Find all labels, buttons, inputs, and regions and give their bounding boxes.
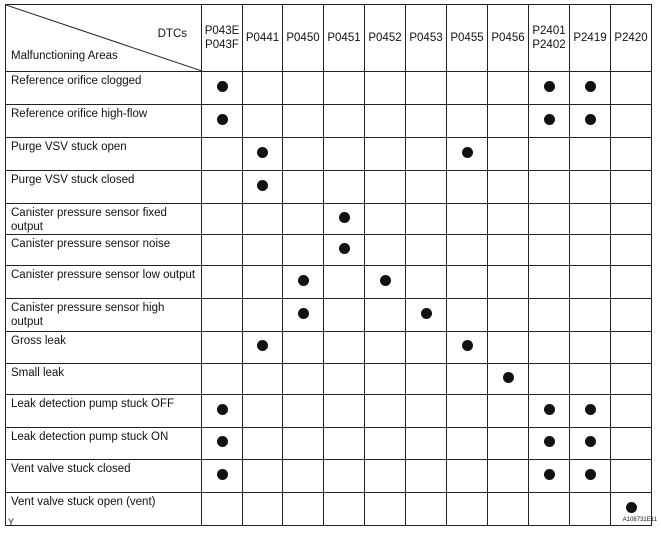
dtc-mark-cell [529,72,570,105]
dtc-mark-cell [324,72,365,105]
dtc-mark-cell [447,204,488,235]
table-row [6,204,652,235]
dtc-column-header [243,5,283,72]
dtc-mark-cell [570,428,611,460]
dtc-code: P2402 [532,39,566,51]
filled-circle-icon [462,340,473,351]
dtc-mark-cell [202,299,243,332]
dtc-mark-cell [406,204,447,235]
dtc-mark-cell [283,299,324,332]
malfunction-area-cell: Reference orifice high-flow [6,105,202,138]
dtc-mark-cell [202,105,243,138]
malfunction-area-cell: Canister pressure sensor low output [6,266,202,299]
dtc-mark-cell [488,364,529,395]
dtc-mark-cell [529,105,570,138]
dtc-mark-cell [324,138,365,171]
table-row [6,235,652,266]
dtc-mark-cell [529,493,570,526]
dtc-mark-cell [488,138,529,171]
filled-circle-icon [257,147,268,158]
dtc-mark-cell [570,364,611,395]
dtc-mark-cell [529,171,570,204]
filled-circle-icon [585,469,596,480]
dtc-mark-cell [324,428,365,460]
dtc-mark-cell [488,460,529,493]
header-row [6,5,652,72]
dtc-mark-cell [406,138,447,171]
dtc-code: P0450 [286,32,320,44]
dtc-mark-cell [570,171,611,204]
malfunctioning-areas-label: Malfunctioning Areas [11,50,118,62]
dtc-mark-cell [324,171,365,204]
dtc-mark-cell [365,204,406,235]
table-row [6,266,652,299]
dtc-mark-cell [529,460,570,493]
dtc-column-header [529,5,570,72]
dtc-mark-cell [406,332,447,364]
dtc-mark-cell [611,395,652,428]
dtc-mark-cell [488,235,529,266]
dtc-mark-cell [202,266,243,299]
dtc-mark-cell [406,364,447,395]
dtc-mark-cell [406,105,447,138]
dtc-mark-cell [283,171,324,204]
dtc-mark-cell [283,460,324,493]
dtc-mark-cell [365,395,406,428]
dtc-mark-cell [324,235,365,266]
dtc-mark-cell [488,171,529,204]
dtc-column-header [283,5,324,72]
dtc-mark-cell [283,364,324,395]
dtc-mark-cell [283,204,324,235]
dtc-mark-cell [283,428,324,460]
dtc-mark-cell [324,364,365,395]
dtc-mark-cell [365,364,406,395]
filled-circle-icon [217,404,228,415]
dtc-mark-cell [570,299,611,332]
dtc-column-header [447,5,488,72]
table-row [6,332,652,364]
dtc-mark-cell [365,72,406,105]
dtc-mark-cell [529,266,570,299]
dtc-mark-cell [570,204,611,235]
dtc-mark-cell [488,72,529,105]
table-row [6,138,652,171]
dtc-code: P0441 [245,32,280,44]
dtc-mark-cell [324,299,365,332]
dtc-column-header [570,5,611,72]
dtc-mark-cell [202,395,243,428]
filled-circle-icon [339,212,350,223]
dtc-mark-cell [570,105,611,138]
dtc-mark-cell [243,364,283,395]
table-row [6,460,652,493]
dtc-mark-cell [283,493,324,526]
dtc-mark-cell [243,204,283,235]
dtc-mark-cell [611,171,652,204]
dtc-mark-cell [202,235,243,266]
dtc-mark-cell [570,460,611,493]
dtc-mark-cell [488,105,529,138]
filled-circle-icon [421,308,432,319]
dtc-mark-cell [406,460,447,493]
dtc-mark-cell [406,299,447,332]
dtc-mark-cell [283,266,324,299]
filled-circle-icon [585,81,596,92]
table-body [6,72,652,526]
dtc-mark-cell [243,460,283,493]
filled-circle-icon [217,81,228,92]
table-corner-header [6,5,202,72]
dtc-mark-cell [570,493,611,526]
table-row [6,493,652,526]
dtc-mark-cell [529,395,570,428]
filled-circle-icon [544,81,555,92]
dtc-mark-cell [611,72,652,105]
dtc-mark-cell [529,235,570,266]
dtc-mark-cell [570,235,611,266]
dtc-column-header [611,5,652,72]
dtc-mark-cell [611,460,652,493]
filled-circle-icon [544,436,555,447]
dtc-mark-cell [243,332,283,364]
dtc-mark-cell [202,493,243,526]
filled-circle-icon [217,114,228,125]
dtc-mark-cell [488,493,529,526]
dtc-mark-cell [365,138,406,171]
dtc-mark-cell [365,235,406,266]
filled-circle-icon [544,114,555,125]
dtc-mark-cell [447,395,488,428]
table-row [6,428,652,460]
dtc-mark-cell [447,171,488,204]
dtc-mark-cell [447,493,488,526]
dtc-mark-cell [488,332,529,364]
dtc-mark-cell [283,332,324,364]
filled-circle-icon [544,404,555,415]
dtc-mark-cell [365,428,406,460]
dtc-mark-cell [447,266,488,299]
dtc-mark-cell [202,138,243,171]
dtc-mark-cell [529,204,570,235]
dtc-mark-cell [570,266,611,299]
dtc-matrix-table [5,4,652,526]
dtc-mark-cell [202,332,243,364]
dtc-mark-cell [611,364,652,395]
dtc-mark-cell [202,171,243,204]
figure-mark: Y [8,517,15,527]
dtc-code: P0455 [450,32,484,44]
filled-circle-icon [585,436,596,447]
filled-circle-icon [217,469,228,480]
dtc-mark-cell [243,299,283,332]
malfunction-area-cell: Purge VSV stuck closed [6,171,202,204]
dtc-column-header [488,5,529,72]
malfunction-area-cell: Leak detection pump stuck OFF [6,395,202,428]
dtc-mark-cell [243,395,283,428]
dtc-mark-cell [324,493,365,526]
malfunction-area-cell: Canister pressure sensor fixed output [6,204,202,235]
dtc-mark-cell [365,299,406,332]
figure-id: A108731E11 [622,517,657,523]
filled-circle-icon [626,502,637,513]
dtc-code: P0456 [491,32,525,44]
dtc-mark-cell [570,72,611,105]
dtc-mark-cell [324,105,365,138]
dtc-mark-cell [365,493,406,526]
malfunction-area-cell: Canister pressure sensor high output [6,299,202,332]
dtc-mark-cell [365,460,406,493]
dtc-mark-cell [243,105,283,138]
dtc-mark-cell [529,364,570,395]
dtc-mark-cell [324,204,365,235]
dtc-mark-cell [488,428,529,460]
dtc-mark-cell [447,235,488,266]
filled-circle-icon [298,275,309,286]
dtc-mark-cell [488,266,529,299]
dtc-code: P2419 [573,32,607,44]
dtc-mark-cell [447,105,488,138]
dtc-mark-cell [406,395,447,428]
dtcs-label: DTCs [157,28,187,40]
dtc-mark-cell [529,299,570,332]
dtc-mark-cell [202,204,243,235]
dtc-mark-cell [447,364,488,395]
table-row [6,72,652,105]
dtc-mark-cell [447,332,488,364]
dtc-mark-cell [324,332,365,364]
dtc-mark-cell [406,171,447,204]
dtc-mark-cell [243,493,283,526]
dtc-mark-cell [283,72,324,105]
dtc-mark-cell [243,171,283,204]
dtc-mark-cell [406,72,447,105]
dtc-mark-cell [488,299,529,332]
filled-circle-icon [544,469,555,480]
dtc-mark-cell [570,395,611,428]
dtc-mark-cell [447,72,488,105]
filled-circle-icon [298,308,309,319]
dtc-mark-cell [447,428,488,460]
dtc-mark-cell [447,138,488,171]
dtc-mark-cell [283,395,324,428]
dtc-mark-cell [243,72,283,105]
dtc-mark-cell [570,332,611,364]
filled-circle-icon [257,180,268,191]
dtc-mark-cell [611,299,652,332]
dtc-mark-cell [283,235,324,266]
table-row [6,364,652,395]
dtc-mark-cell [611,105,652,138]
dtc-column-header [365,5,406,72]
dtc-code: P2420 [614,32,648,44]
table-row [6,105,652,138]
dtc-mark-cell [243,138,283,171]
malfunction-area-cell: Vent valve stuck closed [6,460,202,493]
dtc-code: P2401 [532,25,566,37]
table-row [6,299,652,332]
dtc-mark-cell [447,460,488,493]
filled-circle-icon [503,372,514,383]
dtc-mark-cell [406,428,447,460]
dtc-mark-cell [324,266,365,299]
dtc-mark-cell [611,138,652,171]
malfunction-area-cell: Canister pressure sensor noise [6,235,202,266]
dtc-mark-cell [406,493,447,526]
filled-circle-icon [585,404,596,415]
dtc-column-header [324,5,365,72]
malfunction-area-cell: Leak detection pump stuck ON [6,428,202,460]
malfunction-area-cell: Gross leak [6,332,202,364]
dtc-mark-cell [570,138,611,171]
filled-circle-icon [462,147,473,158]
filled-circle-icon [339,243,350,254]
dtc-mark-cell [202,364,243,395]
dtc-mark-cell [243,266,283,299]
dtc-mark-cell [529,428,570,460]
dtc-mark-cell [447,299,488,332]
dtc-code: P0453 [409,32,443,44]
filled-circle-icon [217,436,228,447]
dtc-mark-cell [406,235,447,266]
dtc-mark-cell [202,72,243,105]
dtc-mark-cell [365,266,406,299]
dtc-mark-cell [529,138,570,171]
dtc-mark-cell [488,204,529,235]
table-row [6,395,652,428]
dtc-mark-cell [365,171,406,204]
dtc-mark-cell [488,395,529,428]
malfunction-area-cell: Small leak [6,364,202,395]
dtc-mark-cell [243,235,283,266]
dtc-mark-cell [202,428,243,460]
dtc-mark-cell [611,428,652,460]
dtc-mark-cell [202,460,243,493]
dtc-mark-cell [365,332,406,364]
dtc-mark-cell [283,138,324,171]
malfunction-area-cell: Purge VSV stuck open [6,138,202,171]
dtc-mark-cell [324,395,365,428]
dtc-code: P0451 [327,32,361,44]
malfunction-area-cell: Vent valve stuck open (vent) [6,493,202,526]
dtc-code: P043E [204,25,240,37]
dtc-mark-cell [529,332,570,364]
dtc-code: P0452 [368,32,402,44]
malfunction-area-cell: Reference orifice clogged [6,72,202,105]
dtc-mark-cell [243,428,283,460]
dtc-mark-cell [406,266,447,299]
dtc-column-header [202,5,243,72]
filled-circle-icon [257,340,268,351]
dtc-mark-cell [611,332,652,364]
table-row [6,171,652,204]
dtc-mark-cell [365,105,406,138]
dtc-mark-cell [283,105,324,138]
filled-circle-icon [380,275,391,286]
dtc-mark-cell [324,460,365,493]
dtc-mark-cell [611,266,652,299]
dtc-column-header [406,5,447,72]
dtc-code: P043F [205,39,239,51]
dtc-mark-cell [611,204,652,235]
dtc-mark-cell [611,235,652,266]
filled-circle-icon [585,114,596,125]
